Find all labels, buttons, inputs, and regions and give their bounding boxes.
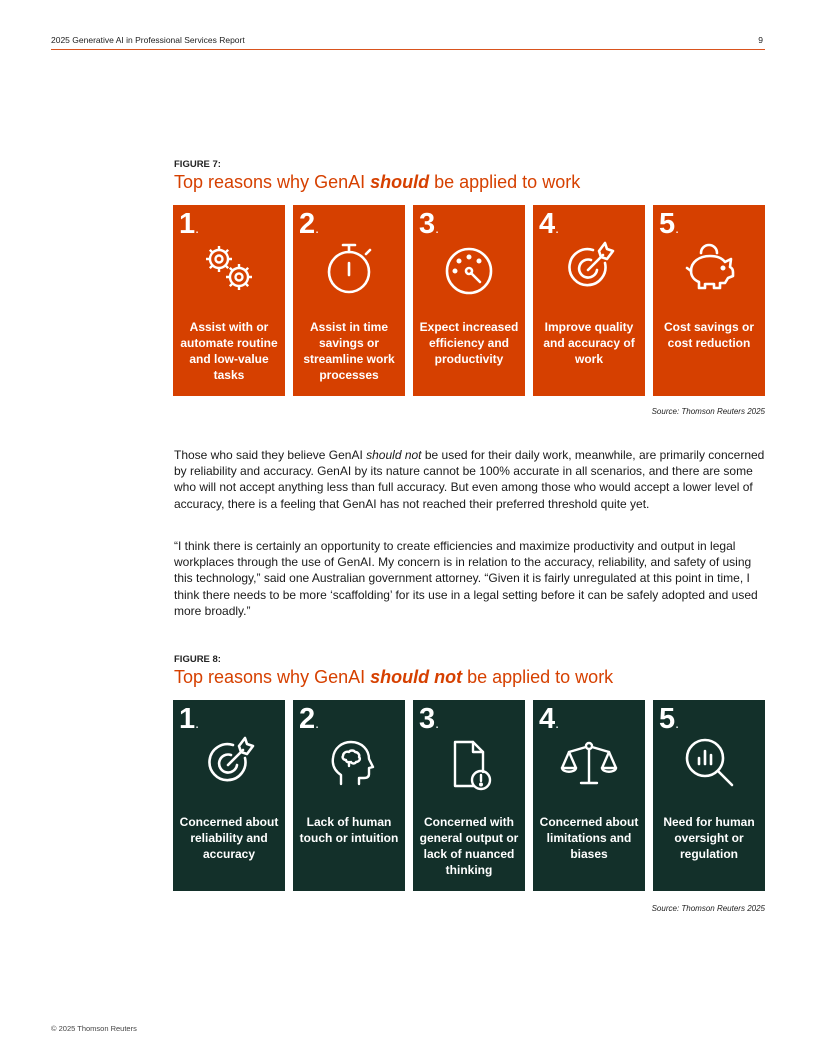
figure-8-title-emphasis: should not <box>370 667 463 687</box>
target-icon <box>199 732 259 792</box>
card-label: Assist with or automate routine and low-value tasks <box>180 320 278 382</box>
figure-7-label: FIGURE 7: <box>174 159 221 170</box>
reason-card <box>533 205 645 396</box>
card-label: Expect increased efficiency and productivity <box>419 320 519 366</box>
magnifier-chart-icon <box>679 732 739 792</box>
card-label: Improve quality and accuracy of work <box>543 320 635 366</box>
card-number-value: 3 <box>419 703 436 735</box>
report-title: 2025 Generative AI in Professional Services Report <box>51 35 245 45</box>
footer-copyright: © 2025 Thomson Reuters <box>51 1024 137 1033</box>
reason-card <box>293 205 405 396</box>
card-label: Need for human oversight or regulation <box>663 815 755 861</box>
piggy-bank-icon <box>679 237 739 297</box>
stopwatch-icon <box>319 237 379 297</box>
page-header <box>51 35 765 50</box>
card-number: 3. <box>419 703 440 735</box>
head-brain-icon <box>319 732 379 792</box>
reason-card <box>653 700 765 891</box>
reason-card <box>413 700 525 891</box>
reason-card <box>533 700 645 891</box>
figure-7-cards <box>173 205 765 396</box>
card-number: 2. <box>299 703 320 735</box>
card-number: 1. <box>179 208 200 240</box>
card-number-value: 4 <box>539 703 556 735</box>
figure-7-title <box>174 172 580 193</box>
card-label: Lack of human touch or intuition <box>299 815 399 845</box>
body-paragraph-2-quote: “I think there is certainly an opportunity to create efficiencies and maximize productivity and output in legal workplaces through the use of GenAI. My concern is in relation to the accuracy, reliability, and safety of using this technology,” said one Australian government attorney. “Given it is fairly unregulated at this point in time, I think there needs to be more ‘scaffolding’ for its use in a legal setting before it can be safely adopted and used more broadly.” <box>174 539 758 618</box>
card-label: Assist in time savings or streamline work processes <box>303 320 395 382</box>
card-number-value: 4 <box>539 208 556 240</box>
card-number-value: 5 <box>659 208 676 240</box>
gauge-icon <box>439 237 499 297</box>
card-number-value: 5 <box>659 703 676 735</box>
card-number-value: 2 <box>299 208 316 240</box>
reason-card <box>293 700 405 891</box>
figure-7-title-post: be applied to work <box>429 172 581 192</box>
reason-card <box>173 700 285 891</box>
p1-pre: Those who said they believe GenAI <box>174 448 367 462</box>
card-label: Concerned about reliability and accuracy <box>179 815 279 861</box>
card-label: Concerned with general output or lack of nuanced thinking <box>419 815 519 877</box>
card-number: 4. <box>539 208 560 240</box>
p1-post: be used for their daily work, meanwhile, are primarily concerned by reliability and accuracy. GenAI by its nature cannot be 100% accurate in all scenarios, and there are some who will not accept anything less than full accuracy. But even among those who would accept a lower level of accuracy, there is a feeling that GenAI has not reached their preferred threshold quite yet. <box>174 448 765 511</box>
card-label: Concerned about limitations and biases <box>539 815 639 861</box>
figure-8-cards <box>173 700 765 891</box>
card-number: 4. <box>539 703 560 735</box>
page-number: 9 <box>758 35 763 45</box>
figure-7-title-emphasis: should <box>370 172 430 192</box>
card-number-value: 1 <box>179 208 196 240</box>
card-number-value: 1 <box>179 703 196 735</box>
figure-8-title-post: be applied to work <box>462 667 614 687</box>
body-paragraph-1 <box>174 447 766 512</box>
figure-8-title <box>174 667 613 688</box>
document-alert-icon <box>439 732 499 792</box>
card-number: 5. <box>659 208 680 240</box>
figure-7-title-pre: Top reasons why GenAI <box>174 172 371 192</box>
card-number-value: 2 <box>299 703 316 735</box>
figure-7-source: Source: Thomson Reuters 2025 <box>651 407 765 416</box>
figure-8-title-pre: Top reasons why GenAI <box>174 667 371 687</box>
figure-8-source: Source: Thomson Reuters 2025 <box>651 904 765 913</box>
card-number: 1. <box>179 703 200 735</box>
card-number: 5. <box>659 703 680 735</box>
card-number-value: 3 <box>419 208 436 240</box>
reason-card <box>413 205 525 396</box>
p1-emphasis: should not <box>366 448 422 462</box>
target-icon <box>559 237 619 297</box>
scales-icon <box>559 732 619 792</box>
reason-card <box>173 205 285 396</box>
card-number: 2. <box>299 208 320 240</box>
card-number: 3. <box>419 208 440 240</box>
figure-8-label: FIGURE 8: <box>174 654 221 665</box>
gears-icon <box>199 237 259 297</box>
card-label: Cost savings or cost reduction <box>663 320 755 350</box>
reason-card <box>653 205 765 396</box>
